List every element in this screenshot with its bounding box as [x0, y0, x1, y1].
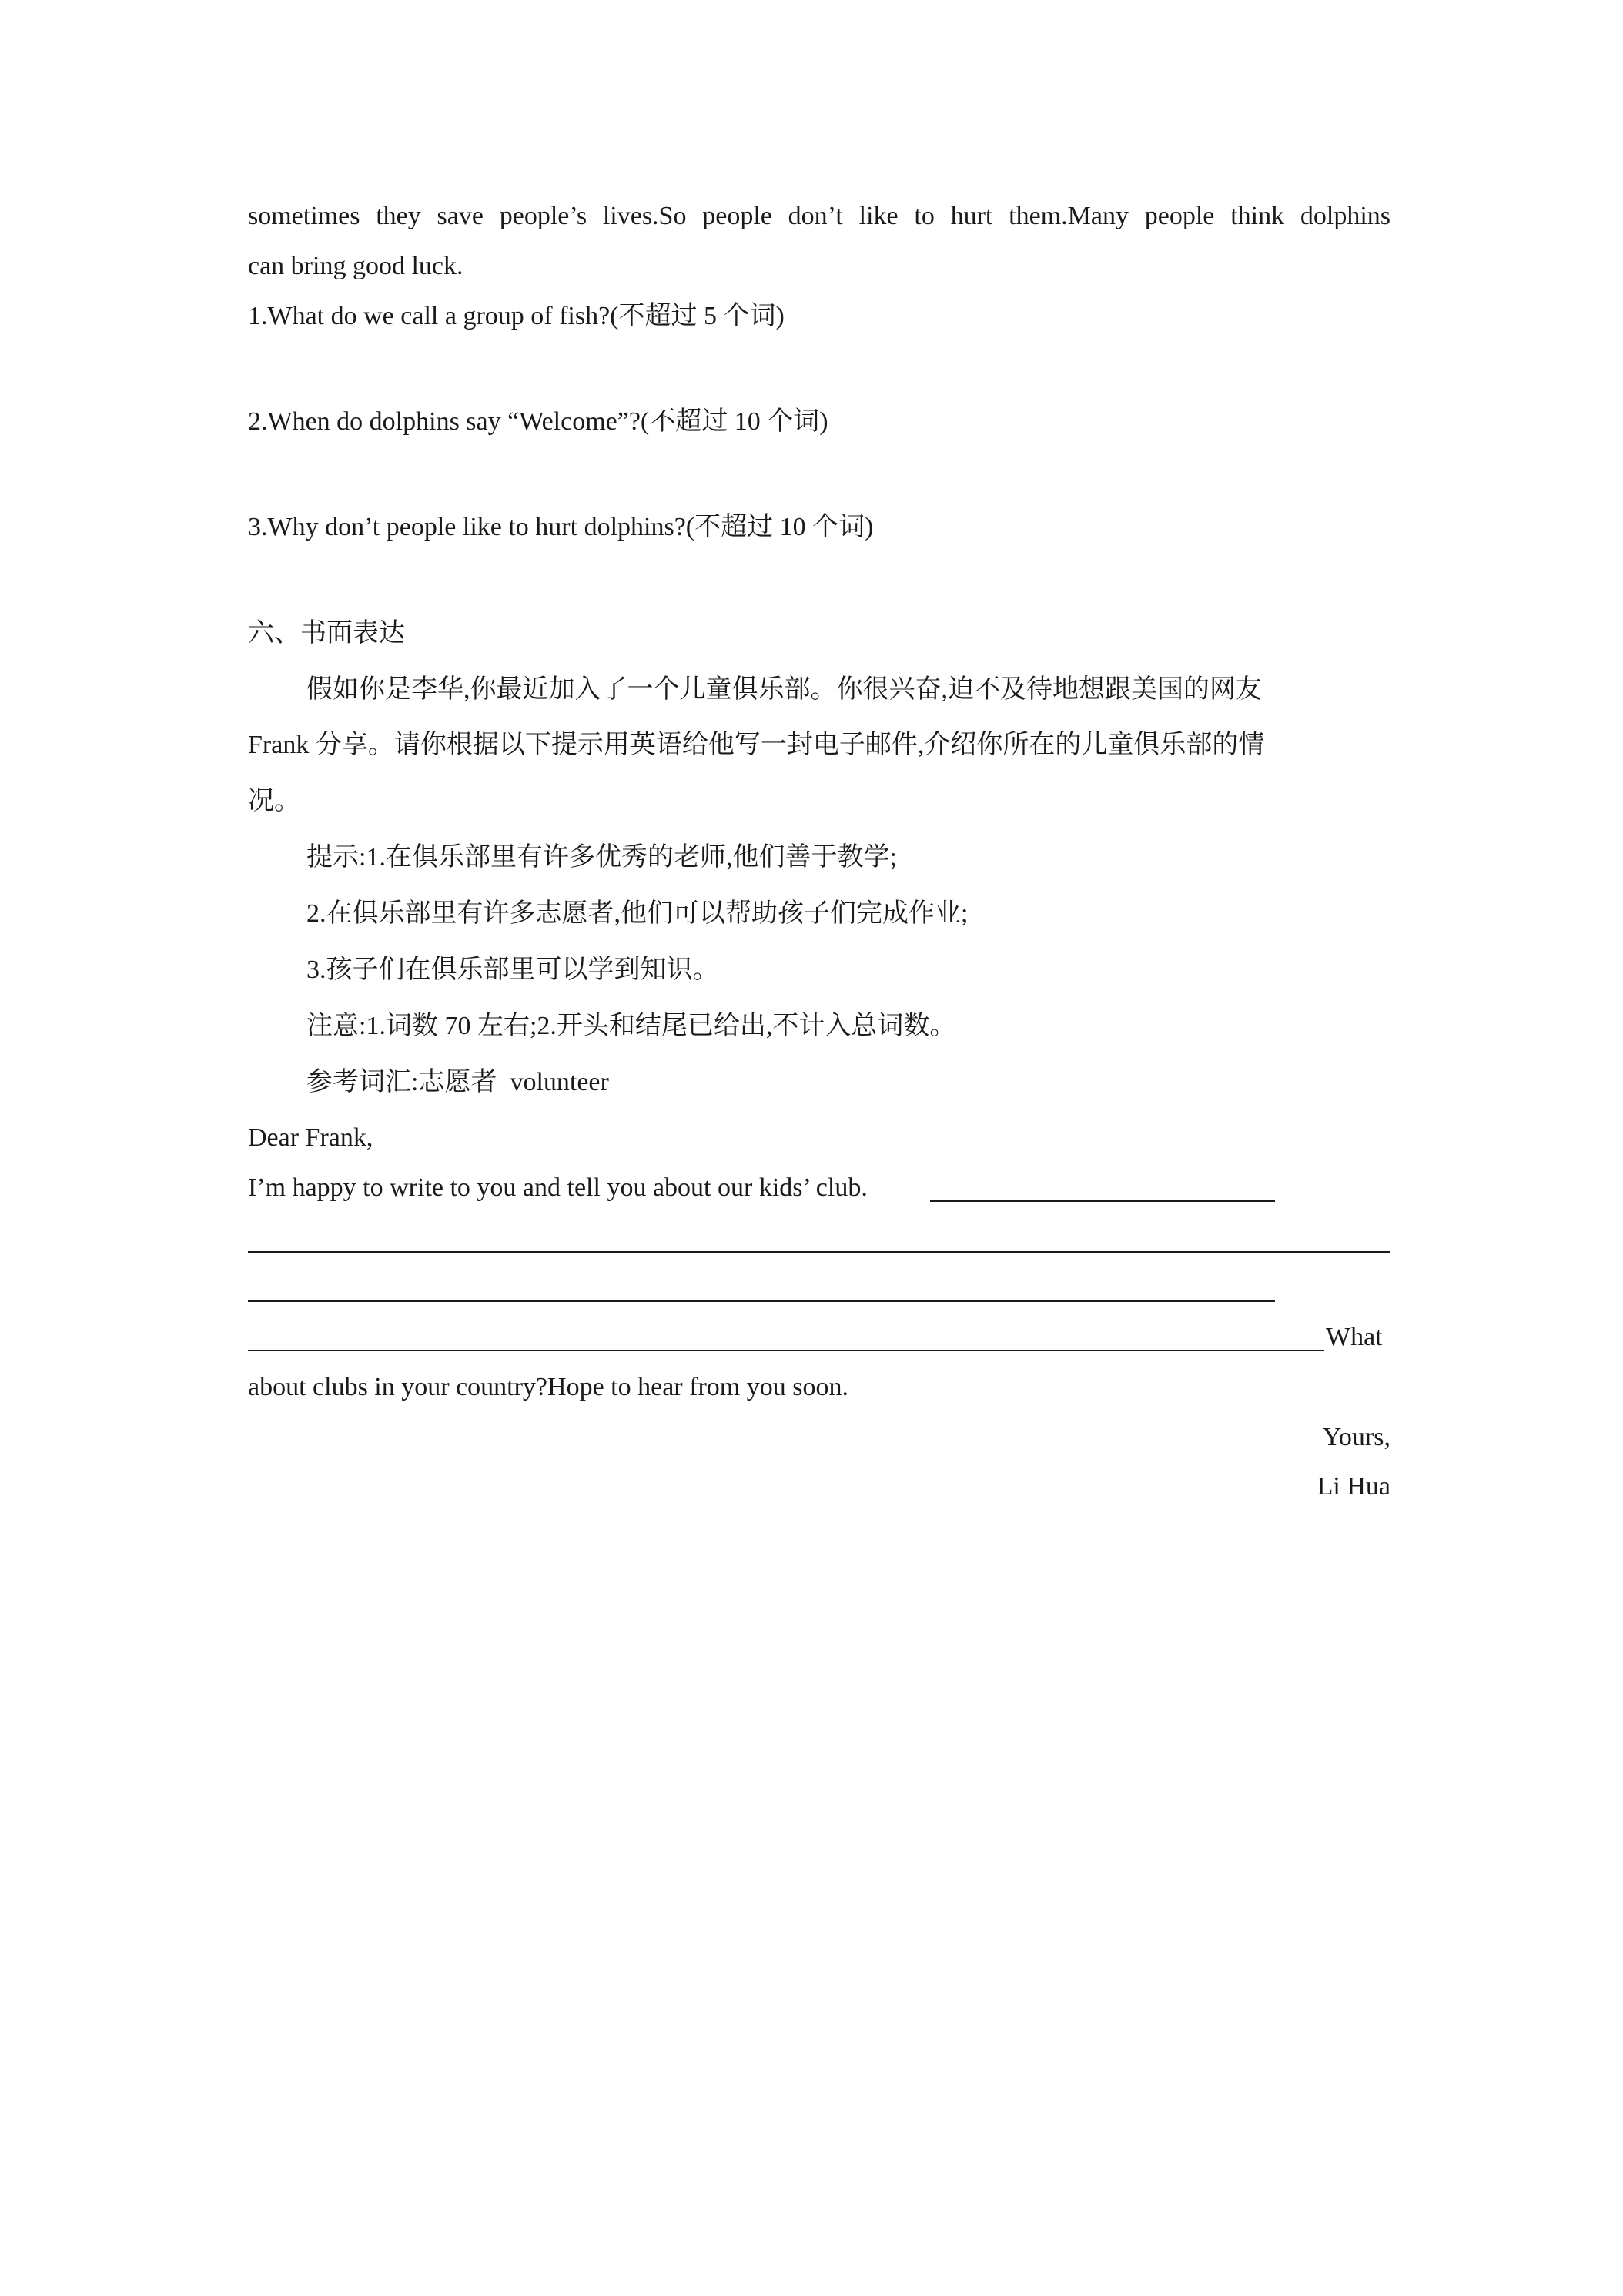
passage-word: sometimes	[248, 202, 360, 230]
letter-signature: Li Hua	[1317, 1472, 1390, 1501]
passage-line-2: can bring good luck.	[248, 252, 463, 280]
passage-word: to	[914, 202, 935, 230]
passage-word: lives.So	[602, 202, 687, 230]
passage-line-1	[248, 199, 1390, 233]
passage-word: don’t	[788, 202, 843, 230]
letter-signoff: Yours,	[1322, 1423, 1390, 1451]
passage-word: dolphins	[1300, 202, 1390, 230]
hint-3: 3.孩子们在俱乐部里可以学到知识。	[306, 956, 719, 984]
passage-word: them.Many	[1009, 202, 1129, 230]
passage-word: like	[858, 202, 899, 230]
passage-word: people	[702, 202, 772, 230]
passage-word: save	[437, 202, 484, 230]
passage-word: think	[1230, 202, 1285, 230]
prompt-line-3: 况。	[248, 787, 300, 815]
question-2: 2.When do dolphins say “Welcome”?(不超过 10 个词)	[248, 407, 828, 436]
letter-closing-line: about clubs in your country?Hope to hear from you soon.	[248, 1373, 848, 1401]
hint-1: 提示:1.在俱乐部里有许多优秀的老师,他们善于教学;	[306, 843, 897, 872]
hint-2: 2.在俱乐部里有许多志愿者,他们可以帮助孩子们完成作业;	[306, 899, 969, 928]
passage-word: hurt	[950, 202, 993, 230]
question-3: 3.Why don’t people like to hurt dolphins?(不超过 10 个词)	[248, 513, 874, 541]
section-title: 六、书面表达	[248, 619, 405, 648]
prompt-line-2: Frank 分享。请你根据以下提示用英语给他写一封电子邮件,介绍你所在的儿童俱乐部的情	[248, 731, 1265, 759]
question-1: 1.What do we call a group of fish?(不超过 5 个词)	[248, 302, 785, 330]
letter-line-end-word: What	[1326, 1323, 1383, 1351]
answer-line-4[interactable]	[248, 1350, 1324, 1351]
answer-line-3[interactable]	[248, 1300, 1275, 1302]
passage-word: people’s	[499, 202, 587, 230]
passage-word: people	[1144, 202, 1215, 230]
vocab-hint: 参考词汇:志愿者 volunteer	[306, 1068, 609, 1096]
letter-greeting: Dear Frank,	[248, 1123, 373, 1152]
letter-opening: I’m happy to write to you and tell you about our kids’ club.	[248, 1173, 868, 1202]
prompt-line-1: 假如你是李华,你最近加入了一个儿童俱乐部。你很兴奋,迫不及待地想跟美国的网友	[306, 675, 1262, 704]
note: 注意:1.词数 70 左右;2.开头和结尾已给出,不计入总词数。	[306, 1012, 956, 1040]
answer-line-2[interactable]	[248, 1251, 1390, 1253]
answer-blank-1[interactable]	[930, 1200, 1275, 1202]
passage-word: they	[376, 202, 421, 230]
